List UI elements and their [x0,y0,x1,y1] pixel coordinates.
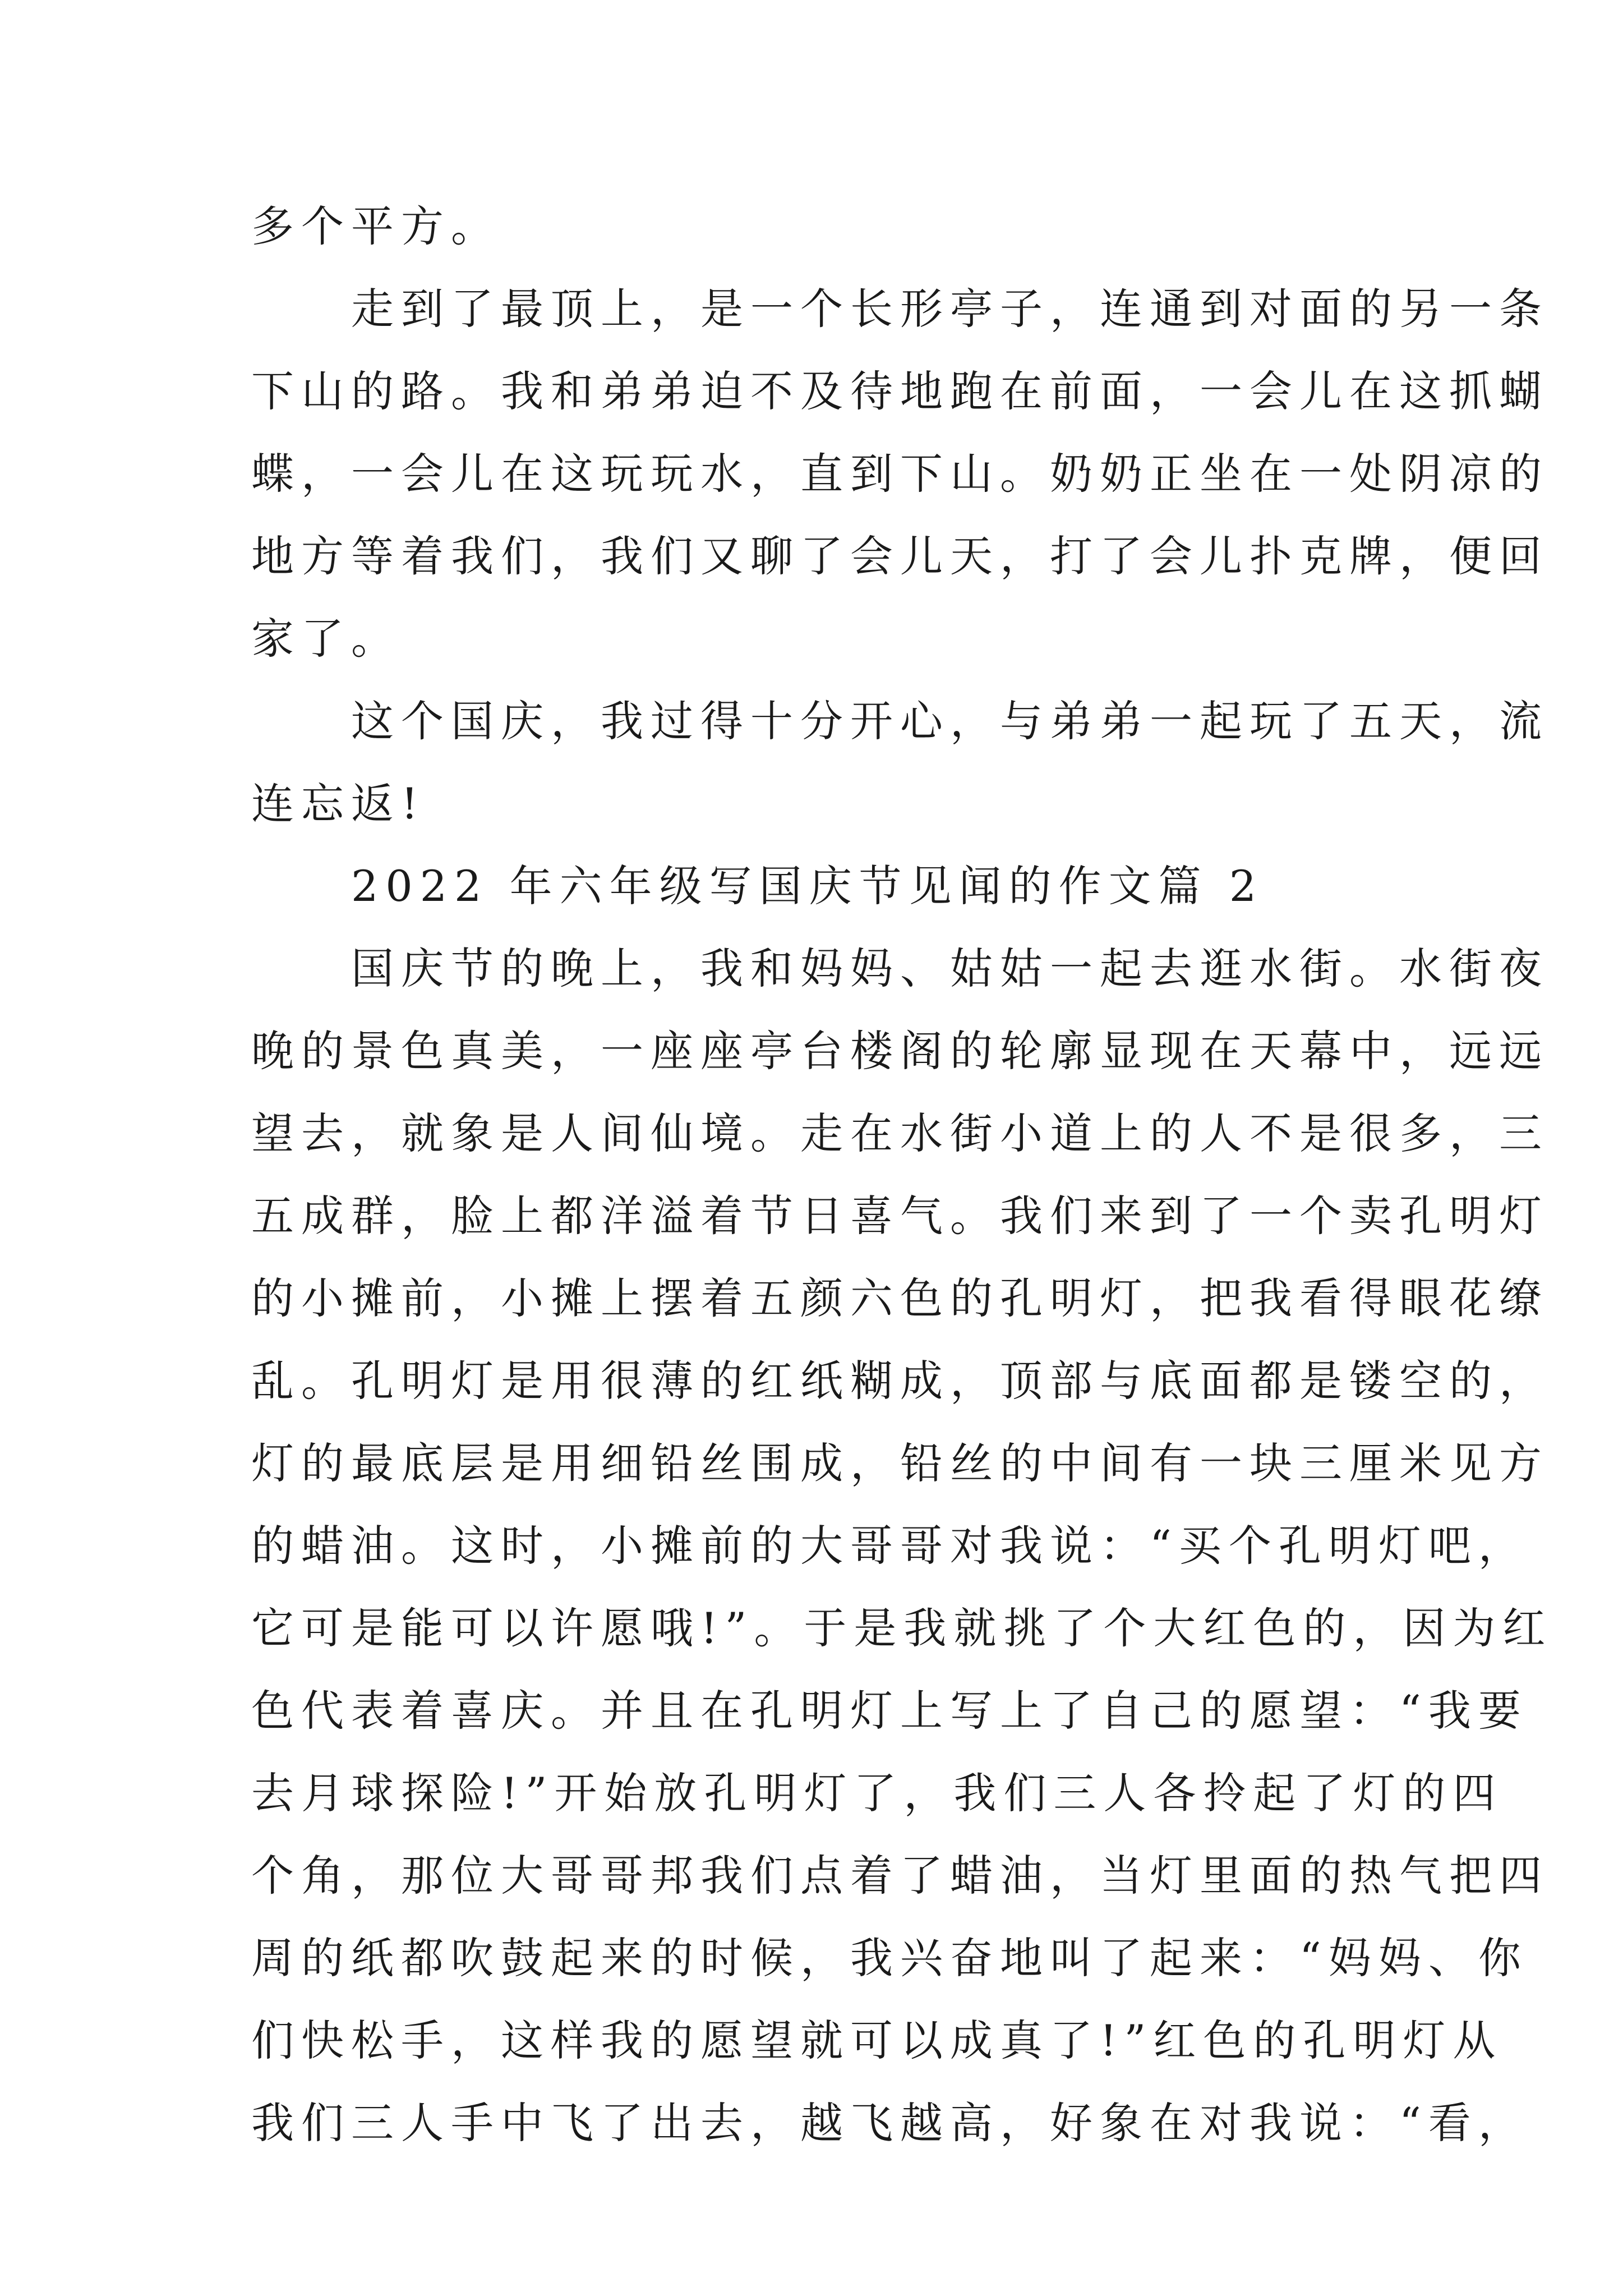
text-line: 乱。孔明灯是用很薄的红纸糊成，顶部与底面都是镂空的， [251,1356,1549,1406]
text-line: 蝶，一会儿在这玩玩水，直到下山。奶奶正坐在一处阴凉的 [251,449,1549,499]
text-line: 们快松手，这样我的愿望就可以成真了!”红色的孔明灯从 [251,2016,1503,2065]
text-line: 国庆节的晚上，我和妈妈、姑姑一起去逛水街。水街夜 [251,944,1549,993]
text-line: 晚的景色真美，一座座亭台楼阁的轮廓显现在天幕中，远远 [251,1026,1549,1076]
text-line: 五成群，脸上都洋溢着节日喜气。我们来到了一个卖孔明灯 [251,1191,1549,1241]
text-line: 我们三人手中飞了出去，越飞越高，好象在对我说：“看， [251,2098,1528,2148]
text-line: 地方等着我们，我们又聊了会儿天，打了会儿扑克牌，便回 [251,531,1549,581]
text-line: 望去，就象是人间仙境。走在水街小道上的人不是很多，三 [251,1108,1549,1158]
text-line: 连忘返! [251,779,426,829]
text-line: 个角，那位大哥哥邦我们点着了蜡油，当灯里面的热气把四 [251,1851,1549,1901]
text-line: 的蜡油。这时，小摊前的大哥哥对我说：“买个孔明灯吧， [251,1521,1528,1571]
text-line: 周的纸都吹鼓起来的时候，我兴奋地叫了起来：“妈妈、你 [251,1933,1528,1983]
text-line: 多个平方。 [251,201,501,251]
text-line: 下山的路。我和弟弟迫不及待地跑在前面，一会儿在这抓蝴 [251,366,1549,416]
text-line: 去月球探险!”开始放孔明灯了，我们三人各拎起了灯的四 [251,1768,1503,1818]
text-line: 家了。 [251,614,401,664]
text-line: 它可是能可以许愿哦!”。于是我就挑了个大红色的，因为红 [251,1603,1553,1653]
text-line: 灯的最底层是用细铅丝围成，铅丝的中间有一块三厘米见方 [251,1438,1549,1488]
section-heading: 2022 年六年级写国庆节见闻的作文篇 2 [251,861,1264,911]
text-line: 走到了最顶上，是一个长形亭子，连通到对面的另一条 [251,284,1549,334]
text-line: 的小摊前，小摊上摆着五颜六色的孔明灯，把我看得眼花缭 [251,1273,1549,1323]
body-text [251,185,1553,2164]
text-line: 这个国庆，我过得十分开心，与弟弟一起玩了五天，流 [251,696,1549,746]
text-line: 色代表着喜庆。并且在孔明灯上写上了自己的愿望：“我要 [251,1686,1528,1736]
